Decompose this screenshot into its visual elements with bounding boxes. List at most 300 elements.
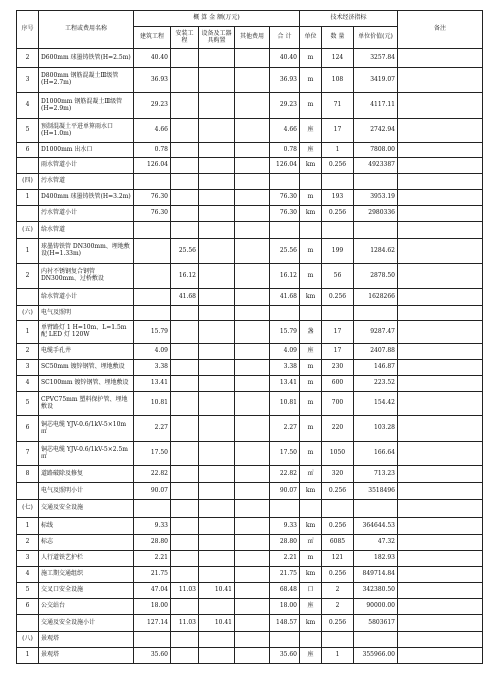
cell-other — [235, 500, 270, 518]
header-tech-group: 技术经济指标 — [300, 11, 398, 27]
table-row — [17, 648, 483, 664]
cell-unit: m — [300, 264, 322, 289]
table-row — [17, 583, 483, 599]
cell-build: 90.07 — [134, 483, 171, 500]
header-unit-price: 单位价值(元) — [354, 27, 398, 49]
cell-name: 给水管道 — [39, 222, 134, 239]
cell-total — [270, 174, 300, 190]
cell-unit: km — [300, 483, 322, 500]
cell-seq — [17, 615, 39, 632]
cell-equip — [199, 239, 235, 264]
cell-total: 21.75 — [270, 567, 300, 583]
cell-build: 10.81 — [134, 392, 171, 416]
cell-note — [398, 289, 483, 306]
cell-other — [235, 158, 270, 174]
cell-name: 交通及安全设施 — [39, 500, 134, 518]
cell-other — [235, 143, 270, 158]
table-row — [17, 567, 483, 583]
table-row — [17, 306, 483, 321]
cell-total: 15.79 — [270, 321, 300, 344]
table-row — [17, 321, 483, 344]
cell-equip — [199, 648, 235, 664]
cell-unit: m — [300, 392, 322, 416]
cell-note — [398, 392, 483, 416]
table-row — [17, 392, 483, 416]
cell-unit-price: 90000.00 — [354, 599, 398, 615]
cell-build: 4.66 — [134, 119, 171, 143]
table-row — [17, 190, 483, 206]
cell-other — [235, 289, 270, 306]
cell-note — [398, 206, 483, 222]
cell-unit — [300, 174, 322, 190]
cell-install — [171, 174, 199, 190]
cell-equip — [199, 264, 235, 289]
cell-note — [398, 535, 483, 551]
cell-other — [235, 206, 270, 222]
cell-name: 电缆手孔井 — [39, 344, 134, 360]
cell-unit: 口 — [300, 583, 322, 599]
cell-seq: 6 — [17, 599, 39, 615]
cell-total: 35.60 — [270, 648, 300, 664]
cell-qty — [322, 306, 354, 321]
table-row — [17, 518, 483, 535]
cell-equip — [199, 289, 235, 306]
cell-qty: 320 — [322, 466, 354, 483]
cell-total: 29.23 — [270, 93, 300, 119]
cell-qty: 230 — [322, 360, 354, 376]
cell-install — [171, 483, 199, 500]
cell-equip — [199, 535, 235, 551]
cell-total: 2.27 — [270, 416, 300, 442]
cell-seq: 8 — [17, 466, 39, 483]
cell-equip — [199, 416, 235, 442]
table-row — [17, 239, 483, 264]
cell-seq: (五) — [17, 222, 39, 239]
cell-equip — [199, 222, 235, 239]
cell-other — [235, 632, 270, 648]
cell-unit — [300, 632, 322, 648]
cell-build: 3.38 — [134, 360, 171, 376]
cell-unit: ㎡ — [300, 535, 322, 551]
cell-other — [235, 567, 270, 583]
cell-unit: km — [300, 518, 322, 535]
cell-seq: 7 — [17, 442, 39, 466]
cell-qty — [322, 174, 354, 190]
cell-total: 17.50 — [270, 442, 300, 466]
table-row — [17, 143, 483, 158]
cell-name: 给水管道小计 — [39, 289, 134, 306]
cell-unit-price: 166.64 — [354, 442, 398, 466]
cell-unit-price: 146.87 — [354, 360, 398, 376]
cell-name: D1000mm 出水口 — [39, 143, 134, 158]
cell-install — [171, 392, 199, 416]
cell-note — [398, 174, 483, 190]
cell-install — [171, 306, 199, 321]
cell-install — [171, 466, 199, 483]
table-row — [17, 222, 483, 239]
cell-install: 16.12 — [171, 264, 199, 289]
cell-build: 76.30 — [134, 190, 171, 206]
cell-unit-price: 849714.84 — [354, 567, 398, 583]
cell-unit-price — [354, 306, 398, 321]
cell-seq: 5 — [17, 119, 39, 143]
cell-unit: m — [300, 190, 322, 206]
cell-name: 球墨铸铁管 DN300mm、埋地敷设(H=1.33m) — [39, 239, 134, 264]
cell-unit-price: 1628266 — [354, 289, 398, 306]
cell-total: 126.04 — [270, 158, 300, 174]
table-row — [17, 376, 483, 392]
cell-total: 0.78 — [270, 143, 300, 158]
cell-name: 雨水管道小计 — [39, 158, 134, 174]
cell-unit: m — [300, 68, 322, 93]
cell-other — [235, 321, 270, 344]
cell-total — [270, 306, 300, 321]
cell-install — [171, 321, 199, 344]
cell-total: 76.30 — [270, 190, 300, 206]
cell-note — [398, 466, 483, 483]
cell-build: 22.82 — [134, 466, 171, 483]
cell-note — [398, 93, 483, 119]
cell-unit-price: 1284.62 — [354, 239, 398, 264]
cell-total: 4.09 — [270, 344, 300, 360]
table-row — [17, 68, 483, 93]
cell-seq: 4 — [17, 93, 39, 119]
table-row — [17, 119, 483, 143]
cell-name: 景观塔 — [39, 632, 134, 648]
table-row — [17, 551, 483, 567]
cell-name: D600mm 球墨铸铁管(H=2.5m) — [39, 49, 134, 68]
cell-unit: 座 — [300, 143, 322, 158]
cell-unit-price: 355966.00 — [354, 648, 398, 664]
table-row — [17, 535, 483, 551]
cell-unit: ㎡ — [300, 466, 322, 483]
cell-total: 22.82 — [270, 466, 300, 483]
cell-unit: m — [300, 416, 322, 442]
cell-equip — [199, 68, 235, 93]
cell-other — [235, 344, 270, 360]
cell-qty: 17 — [322, 321, 354, 344]
cell-install — [171, 567, 199, 583]
cell-unit-price: 4923387 — [354, 158, 398, 174]
table-row — [17, 158, 483, 174]
cell-other — [235, 239, 270, 264]
cell-unit: km — [300, 158, 322, 174]
cell-build — [134, 222, 171, 239]
cell-note — [398, 158, 483, 174]
cell-seq: 2 — [17, 264, 39, 289]
cell-unit: 座 — [300, 599, 322, 615]
cell-unit-price: 7808.00 — [354, 143, 398, 158]
cell-qty: 1 — [322, 143, 354, 158]
cell-seq: 6 — [17, 143, 39, 158]
cell-equip — [199, 360, 235, 376]
header-install: 安装工程 — [171, 27, 199, 49]
cell-seq: (四) — [17, 174, 39, 190]
cell-equip — [199, 321, 235, 344]
cell-unit-price: 103.28 — [354, 416, 398, 442]
cell-install — [171, 49, 199, 68]
cell-note — [398, 222, 483, 239]
cell-equip — [199, 49, 235, 68]
cell-unit: m — [300, 239, 322, 264]
cell-qty: 56 — [322, 264, 354, 289]
cell-name: 道路破除及修复 — [39, 466, 134, 483]
cell-other — [235, 535, 270, 551]
cell-equip — [199, 93, 235, 119]
header-equip: 设备及工器具购置 — [199, 27, 235, 49]
cell-unit-price: 4117.11 — [354, 93, 398, 119]
cell-unit: 盏 — [300, 321, 322, 344]
cell-seq: 3 — [17, 360, 39, 376]
cell-seq: 3 — [17, 551, 39, 567]
cell-name: 景观塔 — [39, 648, 134, 664]
cell-note — [398, 518, 483, 535]
cell-name: 单臂路灯 1 H=10m、L=1.5m 配 LED 灯 120W — [39, 321, 134, 344]
cell-other — [235, 222, 270, 239]
table-header — [17, 11, 483, 49]
cell-seq: 4 — [17, 376, 39, 392]
cell-install — [171, 416, 199, 442]
cell-unit-price: 3257.84 — [354, 49, 398, 68]
cell-build — [134, 632, 171, 648]
cell-install — [171, 143, 199, 158]
cell-total: 40.40 — [270, 49, 300, 68]
cell-build — [134, 500, 171, 518]
cell-equip — [199, 500, 235, 518]
cell-note — [398, 344, 483, 360]
cell-qty: 1 — [322, 648, 354, 664]
cell-unit — [300, 306, 322, 321]
header-other: 其他费用 — [235, 27, 270, 49]
cell-name: 交叉口安全设施 — [39, 583, 134, 599]
cell-total — [270, 632, 300, 648]
table-row — [17, 466, 483, 483]
cell-name: D400mm 球墨铸铁管(H=3.2m) — [39, 190, 134, 206]
cell-other — [235, 518, 270, 535]
cell-note — [398, 68, 483, 93]
cell-install — [171, 632, 199, 648]
cell-seq: 3 — [17, 68, 39, 93]
cell-total — [270, 222, 300, 239]
cell-unit-price: 182.93 — [354, 551, 398, 567]
header-seq: 序号 — [17, 11, 39, 49]
cell-name: 人行道铁艺护栏 — [39, 551, 134, 567]
cell-note — [398, 551, 483, 567]
header-unit: 单位 — [300, 27, 322, 49]
cell-qty: 600 — [322, 376, 354, 392]
cell-equip — [199, 174, 235, 190]
cell-install: 25.56 — [171, 239, 199, 264]
cell-unit: km — [300, 615, 322, 632]
table-row — [17, 483, 483, 500]
table-row — [17, 49, 483, 68]
table-row — [17, 500, 483, 518]
cell-build: 36.93 — [134, 68, 171, 93]
cell-equip — [199, 119, 235, 143]
cell-qty: 0.256 — [322, 289, 354, 306]
cell-seq — [17, 483, 39, 500]
cell-qty: 0.256 — [322, 615, 354, 632]
cell-name: 内衬不锈钢复合钢管 DN300mm、过桥敷设 — [39, 264, 134, 289]
cell-install — [171, 158, 199, 174]
cell-total: 10.81 — [270, 392, 300, 416]
cell-other — [235, 376, 270, 392]
cell-unit: m — [300, 376, 322, 392]
cell-build: 126.04 — [134, 158, 171, 174]
cell-note — [398, 648, 483, 664]
cell-unit-price: 9287.47 — [354, 321, 398, 344]
cell-build — [134, 289, 171, 306]
cell-name: CPVC75mm 塑料保护管、埋地敷设 — [39, 392, 134, 416]
cell-qty — [322, 500, 354, 518]
cell-seq: 5 — [17, 392, 39, 416]
cell-unit: m — [300, 93, 322, 119]
cell-seq — [17, 158, 39, 174]
cell-name: 污水管道 — [39, 174, 134, 190]
cell-name: 铜芯电缆 YJV-0.6/1kV-5×2.5m㎡ — [39, 442, 134, 466]
cell-build: 4.09 — [134, 344, 171, 360]
cell-install — [171, 206, 199, 222]
table-row — [17, 206, 483, 222]
cell-build — [134, 174, 171, 190]
cell-unit: km — [300, 567, 322, 583]
cell-note — [398, 306, 483, 321]
cell-seq: (六) — [17, 306, 39, 321]
cell-unit — [300, 222, 322, 239]
cell-unit-price: 2980336 — [354, 206, 398, 222]
cell-unit-price: 47.32 — [354, 535, 398, 551]
cell-seq: 6 — [17, 416, 39, 442]
cell-install — [171, 500, 199, 518]
cell-total: 76.30 — [270, 206, 300, 222]
table-row — [17, 416, 483, 442]
budget-table — [16, 10, 483, 664]
cell-other — [235, 551, 270, 567]
cell-seq: 2 — [17, 49, 39, 68]
table-row — [17, 599, 483, 615]
cell-other — [235, 119, 270, 143]
cell-install — [171, 190, 199, 206]
cell-name: D800mm 钢筋混凝土Ⅲ级管(H=2.7m) — [39, 68, 134, 93]
cell-qty: 0.256 — [322, 567, 354, 583]
cell-equip: 10.41 — [199, 583, 235, 599]
cell-install — [171, 360, 199, 376]
table-row — [17, 615, 483, 632]
cell-name: D1000mm 钢筋混凝土Ⅲ级管(H=2.9m) — [39, 93, 134, 119]
cell-total: 4.66 — [270, 119, 300, 143]
cell-unit-price: 342380.50 — [354, 583, 398, 599]
cell-total: 36.93 — [270, 68, 300, 93]
cell-other — [235, 174, 270, 190]
cell-unit-price — [354, 632, 398, 648]
cell-qty — [322, 222, 354, 239]
cell-equip — [199, 599, 235, 615]
cell-other — [235, 648, 270, 664]
cell-note — [398, 567, 483, 583]
cell-build: 0.78 — [134, 143, 171, 158]
cell-unit-price — [354, 174, 398, 190]
table-row — [17, 632, 483, 648]
cell-build: 40.40 — [134, 49, 171, 68]
cell-total: 90.07 — [270, 483, 300, 500]
cell-qty: 2 — [322, 583, 354, 599]
cell-qty: 2 — [322, 599, 354, 615]
cell-other — [235, 483, 270, 500]
cell-other — [235, 49, 270, 68]
cell-unit-price: 3953.19 — [354, 190, 398, 206]
cell-install — [171, 551, 199, 567]
cell-qty: 220 — [322, 416, 354, 442]
cell-unit-price: 3518496 — [354, 483, 398, 500]
cell-equip — [199, 306, 235, 321]
cell-name: SC100mm 镀锌钢管、埋地敷设 — [39, 376, 134, 392]
header-name: 工程或费用名称 — [39, 11, 134, 49]
cell-build: 15.79 — [134, 321, 171, 344]
cell-name: 污水管道小计 — [39, 206, 134, 222]
cell-equip — [199, 632, 235, 648]
cell-install — [171, 518, 199, 535]
cell-seq: 2 — [17, 535, 39, 551]
cell-other — [235, 360, 270, 376]
cell-note — [398, 583, 483, 599]
header-budget-group: 概 算 金 额(万元) — [134, 11, 300, 27]
cell-unit: 座 — [300, 119, 322, 143]
cell-equip — [199, 483, 235, 500]
cell-build: 17.50 — [134, 442, 171, 466]
cell-unit: km — [300, 206, 322, 222]
cell-unit-price — [354, 500, 398, 518]
cell-equip — [199, 206, 235, 222]
cell-seq: 1 — [17, 190, 39, 206]
cell-note — [398, 615, 483, 632]
cell-equip — [199, 518, 235, 535]
cell-note — [398, 239, 483, 264]
cell-seq: 1 — [17, 239, 39, 264]
cell-other — [235, 190, 270, 206]
cell-note — [398, 190, 483, 206]
cell-unit-price: 5803617 — [354, 615, 398, 632]
header-note: 备注 — [398, 11, 483, 49]
cell-seq: (七) — [17, 500, 39, 518]
cell-qty: 6085 — [322, 535, 354, 551]
cell-total: 41.68 — [270, 289, 300, 306]
cell-install: 11.03 — [171, 615, 199, 632]
cell-note — [398, 599, 483, 615]
cell-qty: 0.256 — [322, 158, 354, 174]
cell-build: 47.04 — [134, 583, 171, 599]
cell-build: 2.27 — [134, 416, 171, 442]
cell-seq: 1 — [17, 648, 39, 664]
cell-note — [398, 500, 483, 518]
cell-install — [171, 535, 199, 551]
cell-install — [171, 68, 199, 93]
cell-total — [270, 500, 300, 518]
cell-seq — [17, 206, 39, 222]
cell-qty: 17 — [322, 119, 354, 143]
cell-qty: 0.256 — [322, 206, 354, 222]
cell-unit: m — [300, 49, 322, 68]
cell-build: 28.80 — [134, 535, 171, 551]
table-row — [17, 174, 483, 190]
cell-qty: 17 — [322, 344, 354, 360]
cell-seq: 4 — [17, 567, 39, 583]
cell-total: 25.56 — [270, 239, 300, 264]
cell-other — [235, 306, 270, 321]
header-build: 建筑工程 — [134, 27, 171, 49]
cell-qty: 199 — [322, 239, 354, 264]
cell-qty: 71 — [322, 93, 354, 119]
cell-seq — [17, 289, 39, 306]
